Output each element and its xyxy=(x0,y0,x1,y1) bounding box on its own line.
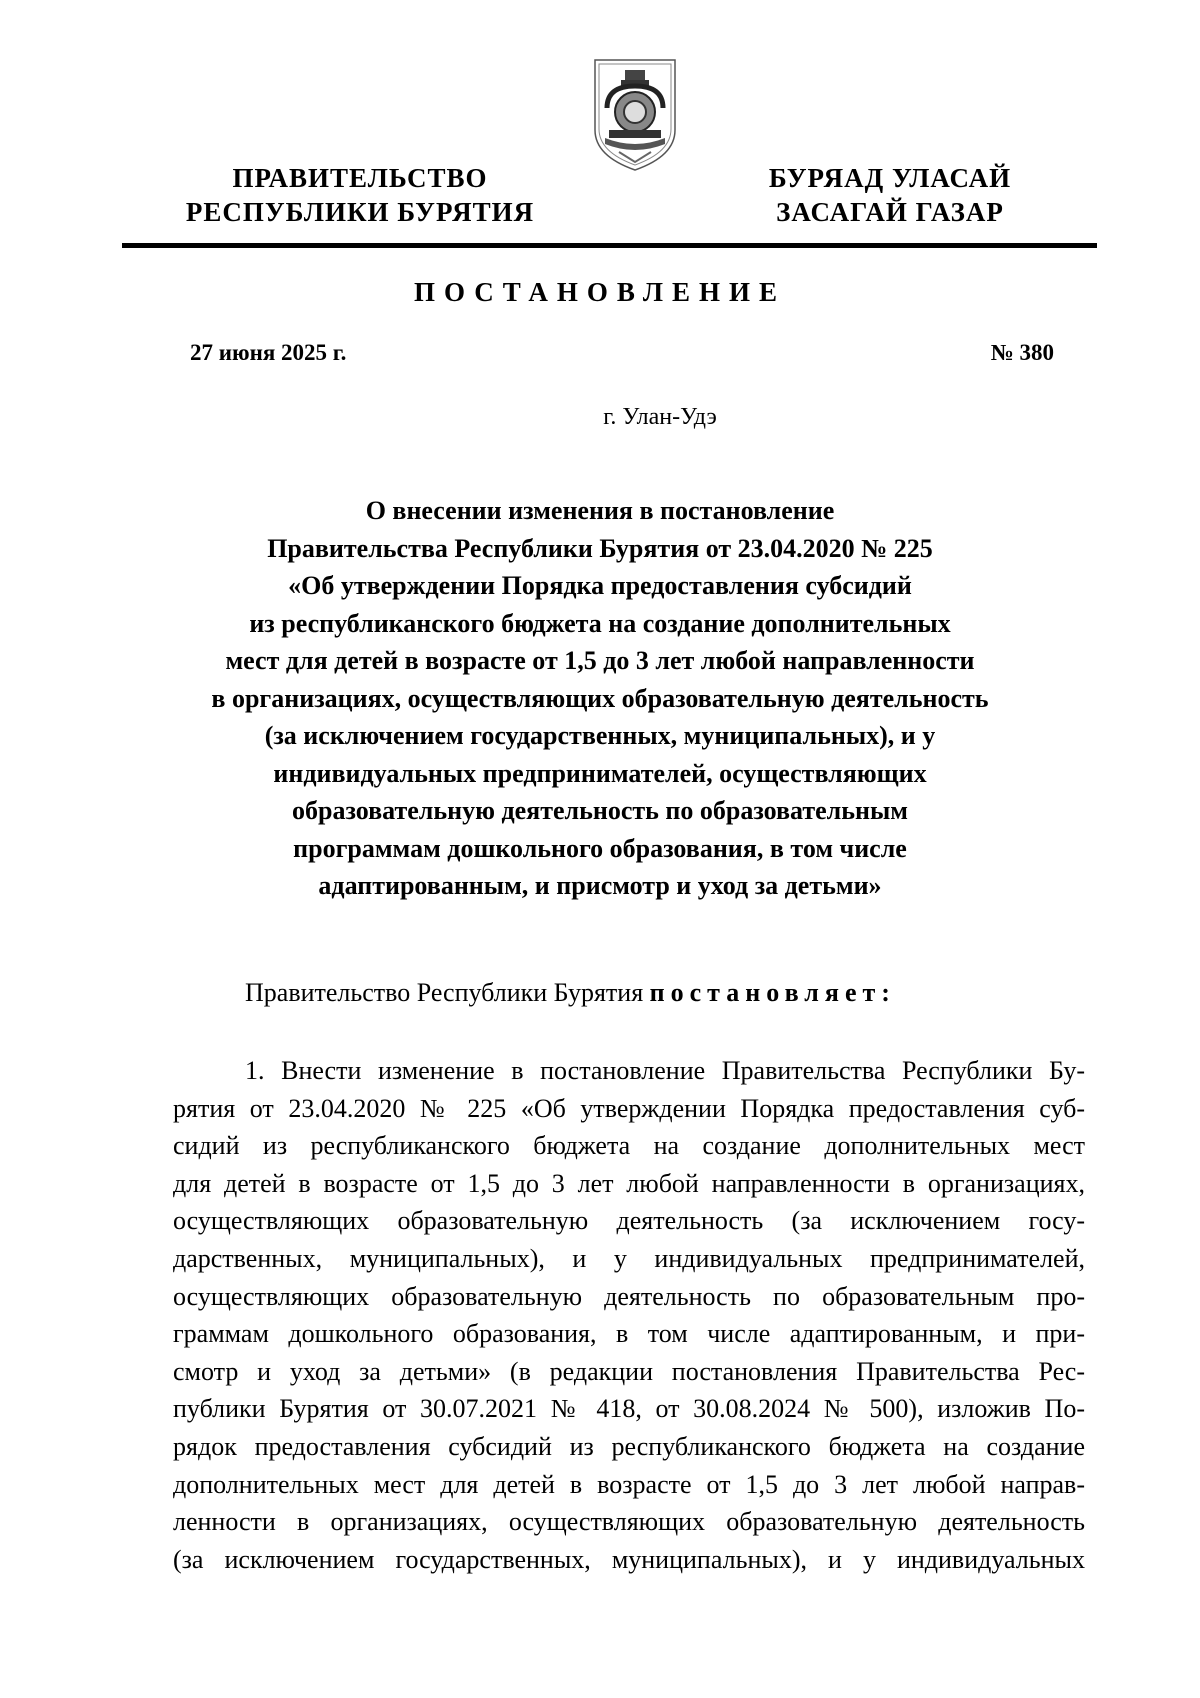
title-line: (за исключением государственных, муниципальных), и у xyxy=(264,721,936,750)
header-government-buryat xyxy=(735,161,1045,229)
preamble xyxy=(245,978,896,1008)
body-line: ленности в организациях, осуществляющих образовательную деятельность xyxy=(173,1507,1085,1537)
title-line: О внесении изменения в постановление xyxy=(365,496,835,525)
document-date: 27 июня 2025 г. xyxy=(190,340,347,365)
header-government-russian xyxy=(160,161,560,229)
title-line: образовательную деятельность по образовательным xyxy=(291,796,908,825)
title-line: из республиканского бюджета на создание дополнительных xyxy=(249,608,951,638)
header-right-line: ЗАСАГАЙ ГАЗАР xyxy=(776,197,1004,227)
body-paragraph-1 xyxy=(173,1052,1085,1578)
document-title xyxy=(150,492,1050,905)
document-type: ПОСТАНОВЛЕНИЕ xyxy=(413,277,787,307)
body-line: граммам дошкольного образования, в том числе адаптированным, и при- xyxy=(173,1319,1085,1349)
body-line: осуществляющих образовательную деятельность (за исключением госу- xyxy=(173,1206,1085,1236)
title-line: индивидуальных предпринимателей, осуществляющих xyxy=(273,758,927,788)
document-city: г. Улан-Удэ xyxy=(603,404,717,430)
body-line: дополнительных мест для детей в возрасте от 1,5 до 3 лет любой направ- xyxy=(173,1469,1085,1499)
title-line: адаптированным, и присмотр и уход за детьми» xyxy=(318,871,882,900)
body-line: дарственных, муниципальных), и у индивидуальных предпринимателей, xyxy=(173,1243,1085,1273)
header-right-line: БУРЯАД УЛАСАЙ xyxy=(768,163,1012,193)
coat-of-arms-icon xyxy=(589,56,681,174)
header-divider xyxy=(122,243,1097,248)
body-line: рядок предоставления субсидий из республиканского бюджета на создание xyxy=(173,1431,1085,1461)
preamble-emphasis: постановляет: xyxy=(649,978,896,1007)
body-line: осуществляющих образовательную деятельность по образовательным про- xyxy=(173,1281,1085,1311)
title-line: «Об утверждении Порядка предоставления субсидий xyxy=(288,571,912,600)
title-line: в организациях, осуществляющих образовательную деятельность xyxy=(211,683,989,713)
title-line: Правительства Республики Бурятия от 23.04.2020 № 225 xyxy=(267,533,933,563)
body-line: рятия от 23.04.2020 № 225 «Об утверждении Порядка предоставления суб- xyxy=(173,1093,1085,1123)
title-line: программам дошкольного образования, в том числе xyxy=(293,833,907,863)
body-line: публики Бурятия от 30.07.2021 № 418, от 30.08.2024 № 500), изложив По- xyxy=(173,1394,1085,1424)
title-line: мест для детей в возрасте от 1,5 до 3 лет любой направленности xyxy=(225,646,975,675)
header-left-line: ПРАВИТЕЛЬСТВО xyxy=(232,163,488,193)
body-line: сидий из республиканского бюджета на создание дополнительных мест xyxy=(173,1131,1085,1161)
header-left-line: РЕСПУБЛИКИ БУРЯТИЯ xyxy=(185,197,535,227)
preamble-text: Правительство Республики Бурятия xyxy=(245,978,650,1007)
body-line: для детей в возрасте от 1,5 до 3 лет любой направленности в организациях, xyxy=(173,1168,1085,1198)
document-number: № 380 xyxy=(990,340,1054,365)
body-line: (за исключением государственных, муниципальных), и у индивидуальных xyxy=(173,1544,1085,1574)
body-line: смотр и уход за детьми» (в редакции постановления Правительства Рес- xyxy=(173,1356,1085,1386)
body-line: 1. Внести изменение в постановление Правительства Республики Бу- xyxy=(245,1056,1085,1085)
